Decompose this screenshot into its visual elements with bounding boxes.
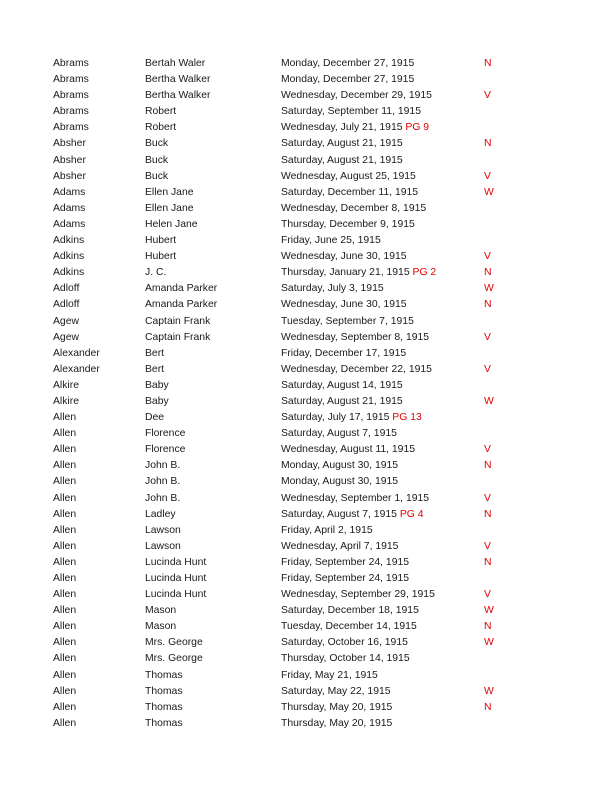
last-name: Allen xyxy=(53,476,77,488)
date-cell xyxy=(281,56,414,72)
page-reference: PG 9 xyxy=(405,122,430,134)
last-name: Absher xyxy=(53,154,86,166)
date-cell xyxy=(281,169,416,185)
status-flag: V xyxy=(484,170,491,182)
first-name: Lawson xyxy=(145,540,181,552)
last-name: Abrams xyxy=(53,90,89,102)
date-text: Friday, April 2, 1915 xyxy=(281,524,373,536)
first-name: Bertah Waler xyxy=(145,58,206,69)
date-text: Wednesday, August 11, 1915 xyxy=(281,444,416,456)
first-name: Ellen Jane xyxy=(145,186,194,198)
date-text: Wednesday, June 30, 1915 xyxy=(281,251,407,263)
date-text: Saturday, December 18, 1915 xyxy=(281,605,419,617)
date-cell xyxy=(281,136,403,152)
first-name: Amanda Parker xyxy=(145,299,218,311)
date-text: Monday, December 27, 1915 xyxy=(281,58,415,69)
record-row xyxy=(0,410,612,426)
first-name: Buck xyxy=(145,170,169,182)
first-name: Dee xyxy=(145,412,165,424)
record-row xyxy=(0,426,612,442)
last-name: Agew xyxy=(53,331,79,343)
status-flag: W xyxy=(484,637,494,649)
record-row xyxy=(0,523,612,539)
date-text: Saturday, October 16, 1915 xyxy=(281,637,408,649)
date-cell xyxy=(281,410,422,426)
last-name: Adkins xyxy=(53,267,85,279)
first-name: Hubert xyxy=(145,251,177,263)
first-name: John B. xyxy=(145,476,181,488)
status-flag: W xyxy=(484,395,494,407)
date-cell xyxy=(281,619,417,635)
record-row xyxy=(0,185,612,201)
date-text: Wednesday, December 22, 1915 xyxy=(281,363,432,375)
first-name: Helen Jane xyxy=(145,218,198,230)
record-row xyxy=(0,314,612,330)
last-name: Absher xyxy=(53,138,86,150)
last-name: Allen xyxy=(53,669,77,681)
first-name: Captain Frank xyxy=(145,315,211,327)
record-row xyxy=(0,619,612,635)
record-row xyxy=(0,668,612,684)
status-flag: V xyxy=(484,589,491,601)
first-name: Buck xyxy=(145,154,169,166)
last-name: Agew xyxy=(53,315,79,327)
record-row xyxy=(0,555,612,571)
status-flag: V xyxy=(484,90,491,102)
last-name: Allen xyxy=(53,508,77,520)
first-name: Thomas xyxy=(145,717,183,729)
page-reference: PG 4 xyxy=(399,508,424,520)
first-name: Lucinda Hunt xyxy=(145,589,207,601)
date-text: Saturday, August 21, 1915 xyxy=(281,395,403,407)
first-name: Thomas xyxy=(145,669,183,681)
record-row xyxy=(0,474,612,490)
date-cell xyxy=(281,458,398,474)
date-text: Thursday, October 14, 1915 xyxy=(281,653,410,665)
date-cell xyxy=(281,378,403,394)
first-name: Thomas xyxy=(145,685,183,697)
last-name: Adams xyxy=(53,202,86,214)
date-cell xyxy=(281,201,426,217)
date-cell xyxy=(281,700,392,716)
status-flag: N xyxy=(484,621,492,633)
record-row xyxy=(0,716,612,732)
last-name: Allen xyxy=(53,524,77,536)
record-row xyxy=(0,700,612,716)
record-row xyxy=(0,153,612,169)
record-row xyxy=(0,297,612,313)
date-cell xyxy=(281,297,407,313)
record-row xyxy=(0,56,612,72)
date-text: Saturday, August 21, 1915 xyxy=(281,154,403,166)
first-name: Buck xyxy=(145,138,169,150)
last-name: Allen xyxy=(53,492,77,504)
first-name: Baby xyxy=(145,395,169,407)
first-name: Robert xyxy=(145,106,177,118)
record-row xyxy=(0,491,612,507)
status-flag: W xyxy=(484,685,494,697)
last-name: Allen xyxy=(53,540,77,552)
record-row xyxy=(0,458,612,474)
date-cell xyxy=(281,330,429,346)
date-text: Saturday, May 22, 1915 xyxy=(281,685,391,697)
status-flag: W xyxy=(484,605,494,617)
date-cell xyxy=(281,474,398,490)
date-text: Wednesday, April 7, 1915 xyxy=(281,540,399,552)
status-flag: V xyxy=(484,444,491,456)
first-name: Florence xyxy=(145,428,186,440)
date-cell xyxy=(281,523,373,539)
page-reference: PG 2 xyxy=(412,267,437,279)
record-row xyxy=(0,394,612,410)
status-flag: W xyxy=(484,186,494,198)
last-name: Alexander xyxy=(53,347,100,359)
date-text: Thursday, January 21, 1915 xyxy=(281,267,410,279)
status-flag: V xyxy=(484,331,491,343)
date-text: Wednesday, August 25, 1915 xyxy=(281,170,416,182)
status-flag: V xyxy=(484,251,491,263)
status-flag: W xyxy=(484,283,494,295)
record-row xyxy=(0,362,612,378)
record-row xyxy=(0,442,612,458)
date-text: Saturday, August 7, 1915 xyxy=(281,508,397,520)
record-row xyxy=(0,587,612,603)
date-text: Wednesday, June 30, 1915 xyxy=(281,299,407,311)
date-cell xyxy=(281,346,406,362)
first-name: Lawson xyxy=(145,524,181,536)
date-cell xyxy=(281,539,398,555)
last-name: Abrams xyxy=(53,106,89,118)
last-name: Allen xyxy=(53,685,77,697)
date-text: Wednesday, September 29, 1915 xyxy=(281,589,435,601)
status-flag: V xyxy=(484,492,491,504)
date-text: Saturday, September 11, 1915 xyxy=(281,106,421,118)
first-name: Mrs. George xyxy=(145,637,203,649)
last-name: Allen xyxy=(53,428,77,440)
record-row xyxy=(0,104,612,120)
first-name: Mrs. George xyxy=(145,653,203,665)
last-name: Alexander xyxy=(53,363,100,375)
last-name: Allen xyxy=(53,605,77,617)
first-name: Bert xyxy=(145,347,165,359)
first-name: Robert xyxy=(145,122,177,134)
first-name: John B. xyxy=(145,492,181,504)
record-row xyxy=(0,378,612,394)
status-flag: N xyxy=(484,267,492,279)
date-cell xyxy=(281,491,429,507)
record-row xyxy=(0,120,612,136)
record-row xyxy=(0,136,612,152)
first-name: Mason xyxy=(145,605,177,617)
date-cell xyxy=(281,394,403,410)
date-text: Saturday, July 3, 1915 xyxy=(281,283,384,295)
last-name: Allen xyxy=(53,701,77,713)
page-reference: PG 13 xyxy=(392,412,422,424)
date-cell xyxy=(281,362,432,378)
date-cell xyxy=(281,314,414,330)
last-name: Allen xyxy=(53,637,77,649)
date-cell xyxy=(281,684,391,700)
record-row xyxy=(0,217,612,233)
date-cell xyxy=(281,651,410,667)
date-cell xyxy=(281,185,418,201)
last-name: Allen xyxy=(53,444,77,456)
first-name: Amanda Parker xyxy=(145,283,218,295)
date-cell xyxy=(281,716,392,732)
date-text: Saturday, December 11, 1915 xyxy=(281,186,419,198)
date-text: Friday, September 24, 1915 xyxy=(281,556,410,568)
last-name: Abrams xyxy=(53,74,89,86)
last-name: Adloff xyxy=(53,283,80,295)
first-name: John B. xyxy=(145,460,181,472)
status-flag: N xyxy=(484,701,492,713)
status-flag: N xyxy=(484,460,492,472)
status-flag: N xyxy=(484,556,492,568)
date-cell xyxy=(281,587,435,603)
date-cell xyxy=(281,72,414,88)
last-name: Abrams xyxy=(53,122,89,134)
date-cell xyxy=(281,571,409,587)
first-name: Bert xyxy=(145,363,165,375)
record-row xyxy=(0,88,612,104)
date-cell xyxy=(281,426,397,442)
first-name: Baby xyxy=(145,379,169,391)
last-name: Allen xyxy=(53,621,77,633)
date-text: Monday, August 30, 1915 xyxy=(281,460,399,472)
first-name: Ellen Jane xyxy=(145,202,194,214)
last-name: Allen xyxy=(53,589,77,601)
date-cell xyxy=(281,281,384,297)
date-text: Tuesday, December 14, 1915 xyxy=(281,621,417,633)
record-row xyxy=(0,603,612,619)
record-row xyxy=(0,571,612,587)
date-cell xyxy=(281,153,403,169)
status-flag: N xyxy=(484,58,492,69)
date-text: Saturday, August 7, 1915 xyxy=(281,428,397,440)
last-name: Allen xyxy=(53,717,77,729)
date-cell xyxy=(281,555,409,571)
date-text: Wednesday, September 8, 1915 xyxy=(281,331,430,343)
date-cell xyxy=(281,217,415,233)
date-cell xyxy=(281,104,421,120)
record-row xyxy=(0,346,612,362)
date-cell xyxy=(281,120,429,136)
last-name: Allen xyxy=(53,556,77,568)
first-name: Bertha Walker xyxy=(145,90,211,102)
date-text: Saturday, August 21, 1915 xyxy=(281,138,403,150)
date-text: Saturday, August 14, 1915 xyxy=(281,379,403,391)
last-name: Adkins xyxy=(53,235,85,247)
date-text: Monday, December 27, 1915 xyxy=(281,74,415,86)
first-name: Mason xyxy=(145,621,177,633)
last-name: Allen xyxy=(53,653,77,665)
first-name: Florence xyxy=(145,444,186,456)
date-text: Friday, June 25, 1915 xyxy=(281,235,381,247)
record-row xyxy=(0,201,612,217)
date-cell xyxy=(281,635,408,651)
record-row xyxy=(0,169,612,185)
first-name: Bertha Walker xyxy=(145,74,211,86)
record-row xyxy=(0,539,612,555)
date-text: Friday, December 17, 1915 xyxy=(281,347,407,359)
record-row xyxy=(0,635,612,651)
last-name: Adloff xyxy=(53,299,80,311)
date-text: Friday, May 21, 1915 xyxy=(281,669,378,681)
date-text: Thursday, December 9, 1915 xyxy=(281,218,415,230)
date-text: Monday, August 30, 1915 xyxy=(281,476,399,488)
date-text: Thursday, May 20, 1915 xyxy=(281,717,393,729)
last-name: Alkire xyxy=(53,379,79,391)
date-text: Tuesday, September 7, 1915 xyxy=(281,315,414,327)
record-row xyxy=(0,265,612,281)
date-text: Wednesday, July 21, 1915 xyxy=(281,122,403,134)
date-cell xyxy=(281,442,415,458)
record-row xyxy=(0,281,612,297)
date-text: Saturday, July 17, 1915 xyxy=(281,412,390,424)
record-row xyxy=(0,684,612,700)
first-name: Lucinda Hunt xyxy=(145,556,207,568)
last-name: Abrams xyxy=(53,58,89,69)
date-text: Wednesday, December 8, 1915 xyxy=(281,202,427,214)
status-flag: N xyxy=(484,138,492,150)
records-list xyxy=(0,56,612,732)
record-row xyxy=(0,330,612,346)
last-name: Absher xyxy=(53,170,86,182)
record-row xyxy=(0,507,612,523)
record-row xyxy=(0,233,612,249)
date-cell xyxy=(281,668,378,684)
last-name: Allen xyxy=(53,412,77,424)
date-cell xyxy=(281,603,419,619)
date-cell xyxy=(281,249,407,265)
record-row xyxy=(0,249,612,265)
last-name: Allen xyxy=(53,460,77,472)
record-row xyxy=(0,72,612,88)
last-name: Adams xyxy=(53,186,86,198)
date-text: Friday, September 24, 1915 xyxy=(281,573,410,584)
last-name: Allen xyxy=(53,573,77,584)
status-flag: N xyxy=(484,508,492,520)
date-text: Thursday, May 20, 1915 xyxy=(281,701,393,713)
first-name: Hubert xyxy=(145,235,177,247)
record-row xyxy=(0,651,612,667)
status-flag: N xyxy=(484,299,492,311)
status-flag: V xyxy=(484,540,491,552)
date-cell xyxy=(281,233,381,249)
first-name: Thomas xyxy=(145,701,183,713)
date-text: Wednesday, September 1, 1915 xyxy=(281,492,430,504)
status-flag: V xyxy=(484,363,491,375)
last-name: Alkire xyxy=(53,395,79,407)
last-name: Adkins xyxy=(53,251,85,263)
first-name: Captain Frank xyxy=(145,331,211,343)
date-cell xyxy=(281,265,436,281)
last-name: Adams xyxy=(53,218,86,230)
date-text: Wednesday, December 29, 1915 xyxy=(281,90,432,102)
first-name: Lucinda Hunt xyxy=(145,573,207,584)
first-name: Ladley xyxy=(145,508,176,520)
first-name: J. C. xyxy=(145,267,167,279)
date-cell xyxy=(281,507,424,523)
date-cell xyxy=(281,88,432,104)
